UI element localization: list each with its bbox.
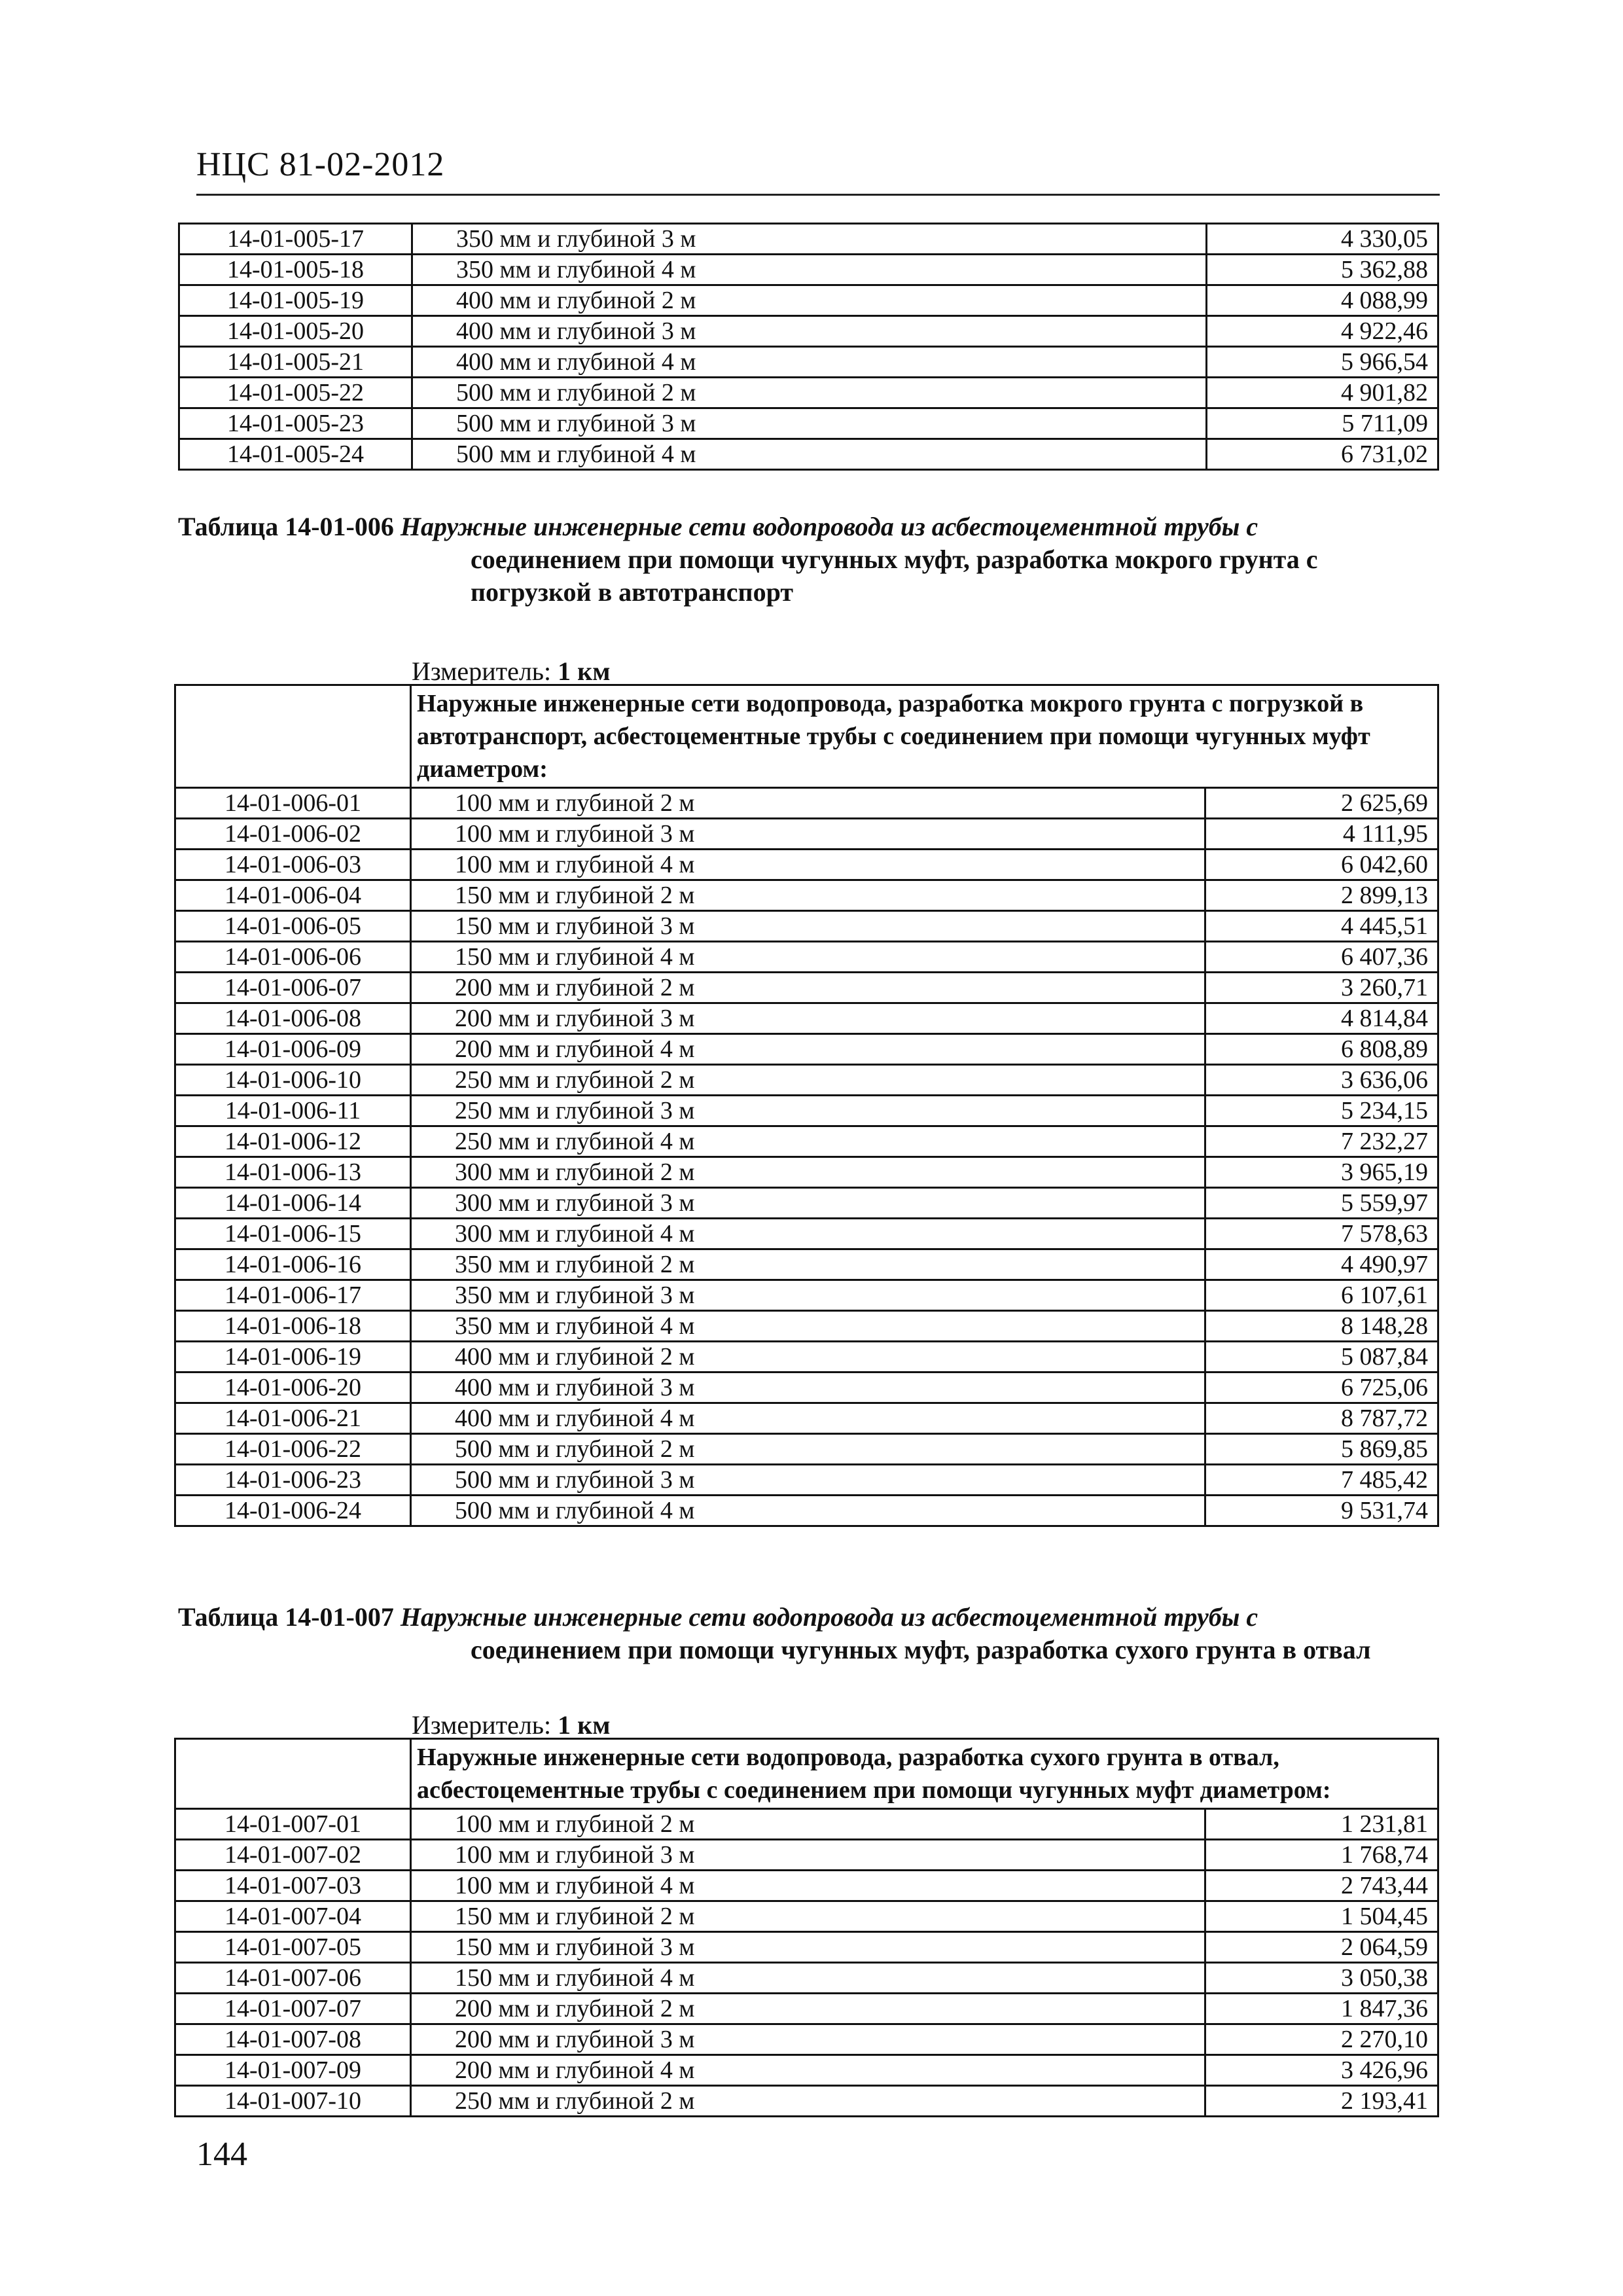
table-14-01-007-caption	[178, 1601, 1371, 1666]
table-row	[175, 2024, 1438, 2055]
price-cell: 5 711,09	[1207, 408, 1438, 439]
price-cell: 8 787,72	[1205, 1403, 1438, 1434]
table-row	[175, 1932, 1438, 1963]
table-title: Наружные инженерные сети водопровода из асбестоцементной трубы с	[400, 1602, 1258, 1632]
price-cell: 7 485,42	[1205, 1465, 1438, 1496]
code-cell: 14-01-005-17	[179, 224, 412, 255]
description-cell: 200 мм и глубиной 4 м	[411, 2055, 1205, 2086]
table-row	[179, 439, 1438, 470]
table-row	[179, 255, 1438, 285]
description-cell: 500 мм и глубиной 3 м	[411, 1465, 1205, 1496]
description-cell: 350 мм и глубиной 3 м	[412, 224, 1207, 255]
price-cell: 2 743,44	[1205, 1871, 1438, 1901]
description-cell: 250 мм и глубиной 2 м	[411, 1065, 1205, 1096]
caption-line-2: соединением при помощи чугунных муфт, разработка мокрого грунта с	[471, 545, 1318, 574]
price-cell: 7 232,27	[1205, 1126, 1438, 1157]
price-cell: 4 814,84	[1205, 1003, 1438, 1034]
table-row	[175, 880, 1438, 911]
code-cell: 14-01-006-16	[175, 1249, 411, 1280]
price-cell: 6 808,89	[1205, 1034, 1438, 1065]
description-cell: 400 мм и глубиной 4 м	[412, 347, 1207, 378]
table-label: Таблица 14-01-007	[178, 1602, 394, 1632]
description-cell: 300 мм и глубиной 4 м	[411, 1219, 1205, 1249]
description-cell: 500 мм и глубиной 2 м	[412, 378, 1207, 408]
description-cell: 200 мм и глубиной 2 м	[411, 973, 1205, 1003]
code-cell: 14-01-006-02	[175, 819, 411, 850]
table-row	[175, 1403, 1438, 1434]
price-cell: 4 330,05	[1207, 224, 1438, 255]
code-cell: 14-01-006-03	[175, 850, 411, 880]
description-cell: 400 мм и глубиной 2 м	[412, 285, 1207, 316]
code-cell: 14-01-006-14	[175, 1188, 411, 1219]
code-cell: 14-01-006-12	[175, 1126, 411, 1157]
header-divider	[196, 194, 1440, 196]
table-header-row	[175, 685, 1438, 788]
code-cell: 14-01-005-19	[179, 285, 412, 316]
code-cell: 14-01-006-19	[175, 1342, 411, 1372]
price-cell: 5 234,15	[1205, 1096, 1438, 1126]
document-code: НЦС 81-02-2012	[196, 146, 445, 183]
price-cell: 6 042,60	[1205, 850, 1438, 880]
description-cell: 100 мм и глубиной 2 м	[411, 1809, 1205, 1840]
price-cell: 5 087,84	[1205, 1342, 1438, 1372]
table-row	[175, 1963, 1438, 1994]
description-cell: 150 мм и глубиной 4 м	[411, 1963, 1205, 1994]
price-cell: 6 107,61	[1205, 1280, 1438, 1311]
table-row	[179, 285, 1438, 316]
description-cell: 200 мм и глубиной 3 м	[411, 1003, 1205, 1034]
description-cell: 150 мм и глубиной 2 м	[411, 1901, 1205, 1932]
description-cell: 150 мм и глубиной 3 м	[411, 911, 1205, 942]
description-cell: 350 мм и глубиной 4 м	[411, 1311, 1205, 1342]
code-cell: 14-01-006-10	[175, 1065, 411, 1096]
table-header-row	[175, 1739, 1438, 1809]
description-cell: 100 мм и глубиной 2 м	[411, 788, 1205, 819]
code-cell: 14-01-006-15	[175, 1219, 411, 1249]
description-cell: 350 мм и глубиной 3 м	[411, 1280, 1205, 1311]
table-row	[175, 1840, 1438, 1871]
description-cell: 150 мм и глубиной 2 м	[411, 880, 1205, 911]
code-cell: 14-01-007-03	[175, 1871, 411, 1901]
table-14-01-006	[174, 684, 1439, 1527]
code-cell: 14-01-006-05	[175, 911, 411, 942]
price-cell: 3 636,06	[1205, 1065, 1438, 1096]
code-cell: 14-01-005-20	[179, 316, 412, 347]
table-14-01-005-continuation	[178, 223, 1439, 471]
description-cell: 300 мм и глубиной 2 м	[411, 1157, 1205, 1188]
description-cell: 150 мм и глубиной 4 м	[411, 942, 1205, 973]
price-cell: 5 559,97	[1205, 1188, 1438, 1219]
table-row	[175, 1434, 1438, 1465]
code-cell: 14-01-005-24	[179, 439, 412, 470]
code-cell: 14-01-006-22	[175, 1434, 411, 1465]
table-row	[175, 1065, 1438, 1096]
description-cell: 200 мм и глубиной 2 м	[411, 1994, 1205, 2024]
price-cell: 4 111,95	[1205, 819, 1438, 850]
table-row	[179, 347, 1438, 378]
code-cell: 14-01-007-05	[175, 1932, 411, 1963]
description-cell: 100 мм и глубиной 3 м	[411, 819, 1205, 850]
caption-line-2: соединением при помощи чугунных муфт, разработка сухого грунта в отвал	[471, 1635, 1371, 1664]
code-cell: 14-01-006-07	[175, 973, 411, 1003]
table-row	[175, 1871, 1438, 1901]
table-006-unit	[412, 656, 610, 687]
table-row	[175, 819, 1438, 850]
description-cell: 150 мм и глубиной 3 м	[411, 1932, 1205, 1963]
code-cell: 14-01-006-23	[175, 1465, 411, 1496]
table-title: Наружные инженерные сети водопровода из асбестоцементной трубы с	[400, 512, 1258, 541]
description-cell: 400 мм и глубиной 3 м	[412, 316, 1207, 347]
description-cell: 350 мм и глубиной 4 м	[412, 255, 1207, 285]
table-header-text: Наружные инженерные сети водопровода, разработка мокрого грунта с погрузкой в автотранспорт, асбестоцементные трубы с соединением при помощи чугунных муфт диаметром:	[411, 685, 1438, 788]
description-cell: 350 мм и глубиной 2 м	[411, 1249, 1205, 1280]
description-cell: 500 мм и глубиной 3 м	[412, 408, 1207, 439]
table-row	[175, 1157, 1438, 1188]
code-cell: 14-01-006-06	[175, 942, 411, 973]
description-cell: 200 мм и глубиной 3 м	[411, 2024, 1205, 2055]
table-header-text: Наружные инженерные сети водопровода, разработка сухого грунта в отвал, асбестоцементные трубы с соединением при помощи чугунных муфт диаметром:	[411, 1739, 1438, 1809]
header-empty-cell	[175, 1739, 411, 1809]
description-cell: 200 мм и глубиной 4 м	[411, 1034, 1205, 1065]
price-cell: 3 050,38	[1205, 1963, 1438, 1994]
price-cell: 1 768,74	[1205, 1840, 1438, 1871]
price-cell: 2 899,13	[1205, 880, 1438, 911]
description-cell: 250 мм и глубиной 4 м	[411, 1126, 1205, 1157]
code-cell: 14-01-006-17	[175, 1280, 411, 1311]
price-cell: 6 731,02	[1207, 439, 1438, 470]
code-cell: 14-01-005-18	[179, 255, 412, 285]
table-row	[175, 1126, 1438, 1157]
table-body	[175, 685, 1438, 1526]
page-number: 144	[196, 2136, 247, 2173]
table-row	[175, 1219, 1438, 1249]
code-cell: 14-01-007-02	[175, 1840, 411, 1871]
table-row	[175, 1003, 1438, 1034]
code-cell: 14-01-007-06	[175, 1963, 411, 1994]
description-cell: 100 мм и глубиной 4 м	[411, 850, 1205, 880]
table-row	[175, 1188, 1438, 1219]
table-row	[175, 1901, 1438, 1932]
table-row	[175, 1465, 1438, 1496]
price-cell: 5 966,54	[1207, 347, 1438, 378]
price-cell: 7 578,63	[1205, 1219, 1438, 1249]
table-row	[175, 2055, 1438, 2086]
table-14-01-007	[174, 1738, 1439, 2117]
price-cell: 5 362,88	[1207, 255, 1438, 285]
price-cell: 2 193,41	[1205, 2086, 1438, 2117]
code-cell: 14-01-006-13	[175, 1157, 411, 1188]
caption-line-1	[178, 511, 1318, 543]
price-cell: 2 064,59	[1205, 1932, 1438, 1963]
description-cell: 100 мм и глубиной 4 м	[411, 1871, 1205, 1901]
price-cell: 6 407,36	[1205, 942, 1438, 973]
price-cell: 4 490,97	[1205, 1249, 1438, 1280]
price-cell: 4 088,99	[1207, 285, 1438, 316]
table-row	[175, 1280, 1438, 1311]
code-cell: 14-01-006-11	[175, 1096, 411, 1126]
description-cell: 400 мм и глубиной 4 м	[411, 1403, 1205, 1434]
price-cell: 8 148,28	[1205, 1311, 1438, 1342]
table-row	[175, 1372, 1438, 1403]
table-row	[175, 1342, 1438, 1372]
header-empty-cell	[175, 685, 411, 788]
code-cell: 14-01-007-04	[175, 1901, 411, 1932]
table-label: Таблица 14-01-006	[178, 512, 394, 541]
table-row	[179, 316, 1438, 347]
price-cell: 1 231,81	[1205, 1809, 1438, 1840]
price-cell: 3 965,19	[1205, 1157, 1438, 1188]
code-cell: 14-01-006-21	[175, 1403, 411, 1434]
description-cell: 300 мм и глубиной 3 м	[411, 1188, 1205, 1219]
table-row	[179, 224, 1438, 255]
code-cell: 14-01-005-22	[179, 378, 412, 408]
price-cell: 4 445,51	[1205, 911, 1438, 942]
code-cell: 14-01-005-23	[179, 408, 412, 439]
unit-label: Измеритель:	[412, 656, 552, 686]
description-cell: 500 мм и глубиной 4 м	[412, 439, 1207, 470]
code-cell: 14-01-006-18	[175, 1311, 411, 1342]
code-cell: 14-01-006-01	[175, 788, 411, 819]
code-cell: 14-01-006-08	[175, 1003, 411, 1034]
table-row	[175, 973, 1438, 1003]
code-cell: 14-01-007-07	[175, 1994, 411, 2024]
unit-value: 1 км	[558, 1710, 611, 1740]
description-cell: 500 мм и глубиной 2 м	[411, 1434, 1205, 1465]
table-body	[175, 1739, 1438, 2117]
unit-value: 1 км	[558, 656, 611, 686]
caption-line-3: погрузкой в автотранспорт	[471, 577, 793, 607]
price-cell: 6 725,06	[1205, 1372, 1438, 1403]
table-row	[175, 911, 1438, 942]
code-cell: 14-01-007-08	[175, 2024, 411, 2055]
unit-label: Измеритель:	[412, 1710, 552, 1740]
description-cell: 100 мм и глубиной 3 м	[411, 1840, 1205, 1871]
code-cell: 14-01-006-09	[175, 1034, 411, 1065]
table-14-01-006-caption	[178, 511, 1318, 609]
table-row	[175, 1249, 1438, 1280]
price-cell: 1 847,36	[1205, 1994, 1438, 2024]
table-007-unit	[412, 1710, 610, 1740]
table-row	[175, 1809, 1438, 1840]
table-row	[175, 788, 1438, 819]
price-cell: 2 625,69	[1205, 788, 1438, 819]
table-row	[175, 1994, 1438, 2024]
description-cell: 250 мм и глубиной 2 м	[411, 2086, 1205, 2117]
description-cell: 250 мм и глубиной 3 м	[411, 1096, 1205, 1126]
table-row	[175, 850, 1438, 880]
code-cell: 14-01-006-04	[175, 880, 411, 911]
table-row	[175, 2086, 1438, 2117]
code-cell: 14-01-006-24	[175, 1496, 411, 1526]
price-cell: 5 869,85	[1205, 1434, 1438, 1465]
price-cell: 3 426,96	[1205, 2055, 1438, 2086]
table-row	[175, 1496, 1438, 1526]
code-cell: 14-01-007-01	[175, 1809, 411, 1840]
price-cell: 1 504,45	[1205, 1901, 1438, 1932]
price-cell: 2 270,10	[1205, 2024, 1438, 2055]
table-row	[175, 1311, 1438, 1342]
table-row	[175, 1034, 1438, 1065]
code-cell: 14-01-005-21	[179, 347, 412, 378]
table-row	[179, 408, 1438, 439]
price-cell: 9 531,74	[1205, 1496, 1438, 1526]
table-row	[175, 942, 1438, 973]
price-cell: 4 901,82	[1207, 378, 1438, 408]
code-cell: 14-01-007-09	[175, 2055, 411, 2086]
description-cell: 400 мм и глубиной 3 м	[411, 1372, 1205, 1403]
table-row	[179, 378, 1438, 408]
description-cell: 500 мм и глубиной 4 м	[411, 1496, 1205, 1526]
table-row	[175, 1096, 1438, 1126]
price-cell: 4 922,46	[1207, 316, 1438, 347]
table-body	[179, 224, 1438, 470]
code-cell: 14-01-007-10	[175, 2086, 411, 2117]
caption-line-1	[178, 1601, 1371, 1634]
description-cell: 400 мм и глубиной 2 м	[411, 1342, 1205, 1372]
code-cell: 14-01-006-20	[175, 1372, 411, 1403]
price-cell: 3 260,71	[1205, 973, 1438, 1003]
